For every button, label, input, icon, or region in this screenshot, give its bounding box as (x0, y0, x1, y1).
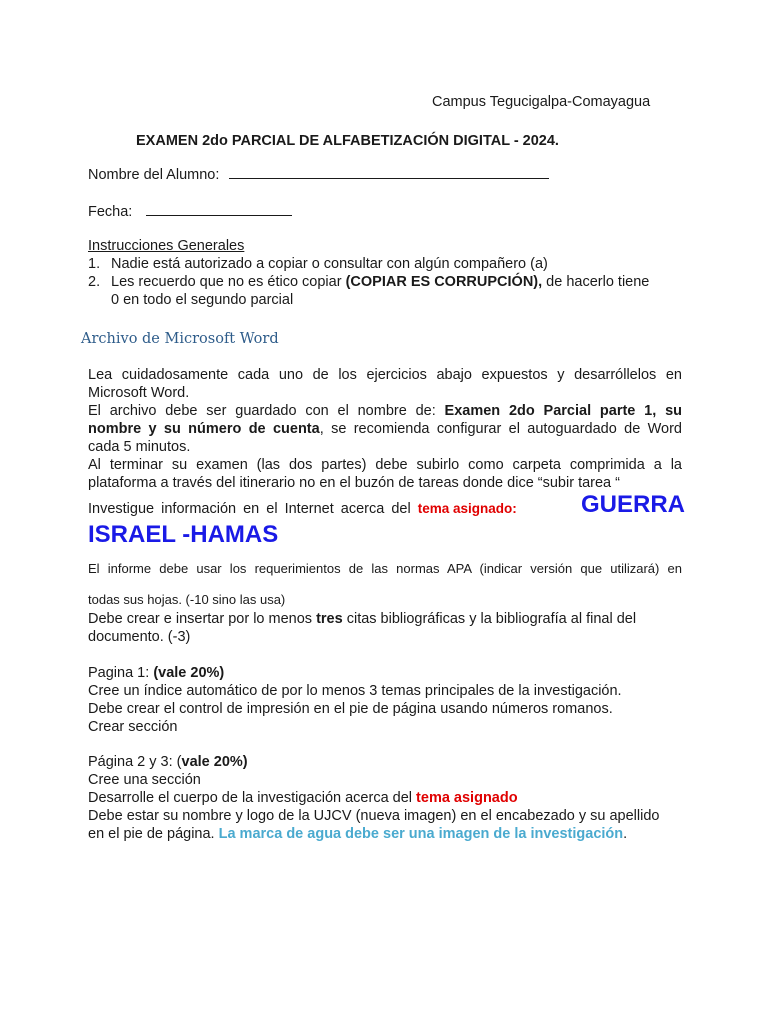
instruction-2-continued: 0 en todo el segundo parcial (111, 292, 294, 308)
page-2-3-title: Página 2 y 3: (vale 20%) (88, 754, 248, 770)
paragraph-5-line-1: El informe debe usar los requerimientos de las normas APA (indicar versión que utilizará) en (88, 561, 682, 576)
paragraph-1-line-2: Microsoft Word. (88, 385, 190, 401)
paragraph-5-line-2: todas sus hojas. (-10 sino las usa) (88, 592, 286, 607)
paragraph-3-line-1: Al terminar su examen (las dos partes) debe subirlo como carpeta comprimida a la (88, 457, 682, 473)
paragraph-2-line-1: El archivo debe ser guardado con el nombre de: Examen 2do Parcial parte 1, su (88, 403, 682, 419)
exam-title: EXAMEN 2do PARCIAL DE ALFABETIZACIÓN DIGITAL - 2024. (136, 133, 559, 149)
paragraph-6-line-1: Debe crear e insertar por lo menos tres citas bibliográficas y la bibliografía al final del (88, 611, 637, 627)
instructions-title: Instrucciones Generales (88, 238, 245, 254)
date-row (88, 202, 292, 221)
student-name-line (229, 165, 549, 179)
campus-label: Campus Tegucigalpa-Comayagua (432, 94, 651, 110)
instruction-1-number: 1. (88, 256, 101, 272)
page-1-line-3: Crear sección (88, 719, 178, 735)
topic-word-2: ISRAEL -HAMAS (88, 521, 279, 548)
page-2-3-line-2: Desarrolle el cuerpo de la investigación acerca del tema asignado (88, 790, 518, 806)
student-name-row (88, 165, 549, 184)
instruction-2: Les recuerdo que no es ético copiar (COPIAR ES CORRUPCIÓN), de hacerlo tiene (111, 274, 650, 290)
instruction-1: Nadie está autorizado a copiar o consultar con algún compañero (a) (111, 256, 548, 272)
date-label: Fecha: (88, 204, 133, 220)
paragraph-1-line-1: Lea cuidadosamente cada uno de los ejercicios abajo expuestos y desarróllelos en (88, 367, 682, 383)
page-1-line-2: Debe crear el control de impresión en el pie de página usando números romanos. (88, 701, 613, 717)
date-line (146, 202, 292, 216)
topic-word-1: GUERRA (581, 491, 686, 518)
paragraph-3-line-2: plataforma a través del itinerario no en el buzón de tareas donde dice “subir tarea “ (88, 475, 620, 491)
page-2-3-line-3: Debe estar su nombre y logo de la UJCV (nueva imagen) en el encabezado y su apellido (88, 808, 660, 824)
page-1-line-1: Cree un índice automático de por lo menos 3 temas principales de la investigación. (88, 683, 622, 699)
paragraph-4-line-1: Investigue información en el Internet acerca del tema asignado: (88, 501, 517, 517)
paragraph-2-line-3: cada 5 minutos. (88, 439, 191, 455)
student-name-label: Nombre del Alumno: (88, 167, 220, 183)
page-1-title: Pagina 1: (vale 20%) (88, 665, 225, 681)
section-heading: Archivo de Microsoft Word (81, 331, 279, 347)
instruction-2-number: 2. (88, 274, 101, 290)
page-2-3-line-1: Cree una sección (88, 772, 201, 788)
paragraph-6-line-2: documento. (-3) (88, 629, 191, 645)
paragraph-2-line-2: nombre y su número de cuenta, se recomienda configurar el autoguardado de Word (88, 421, 682, 437)
page-2-3-line-4: en el pie de página. La marca de agua debe ser una imagen de la investigación. (88, 826, 628, 842)
